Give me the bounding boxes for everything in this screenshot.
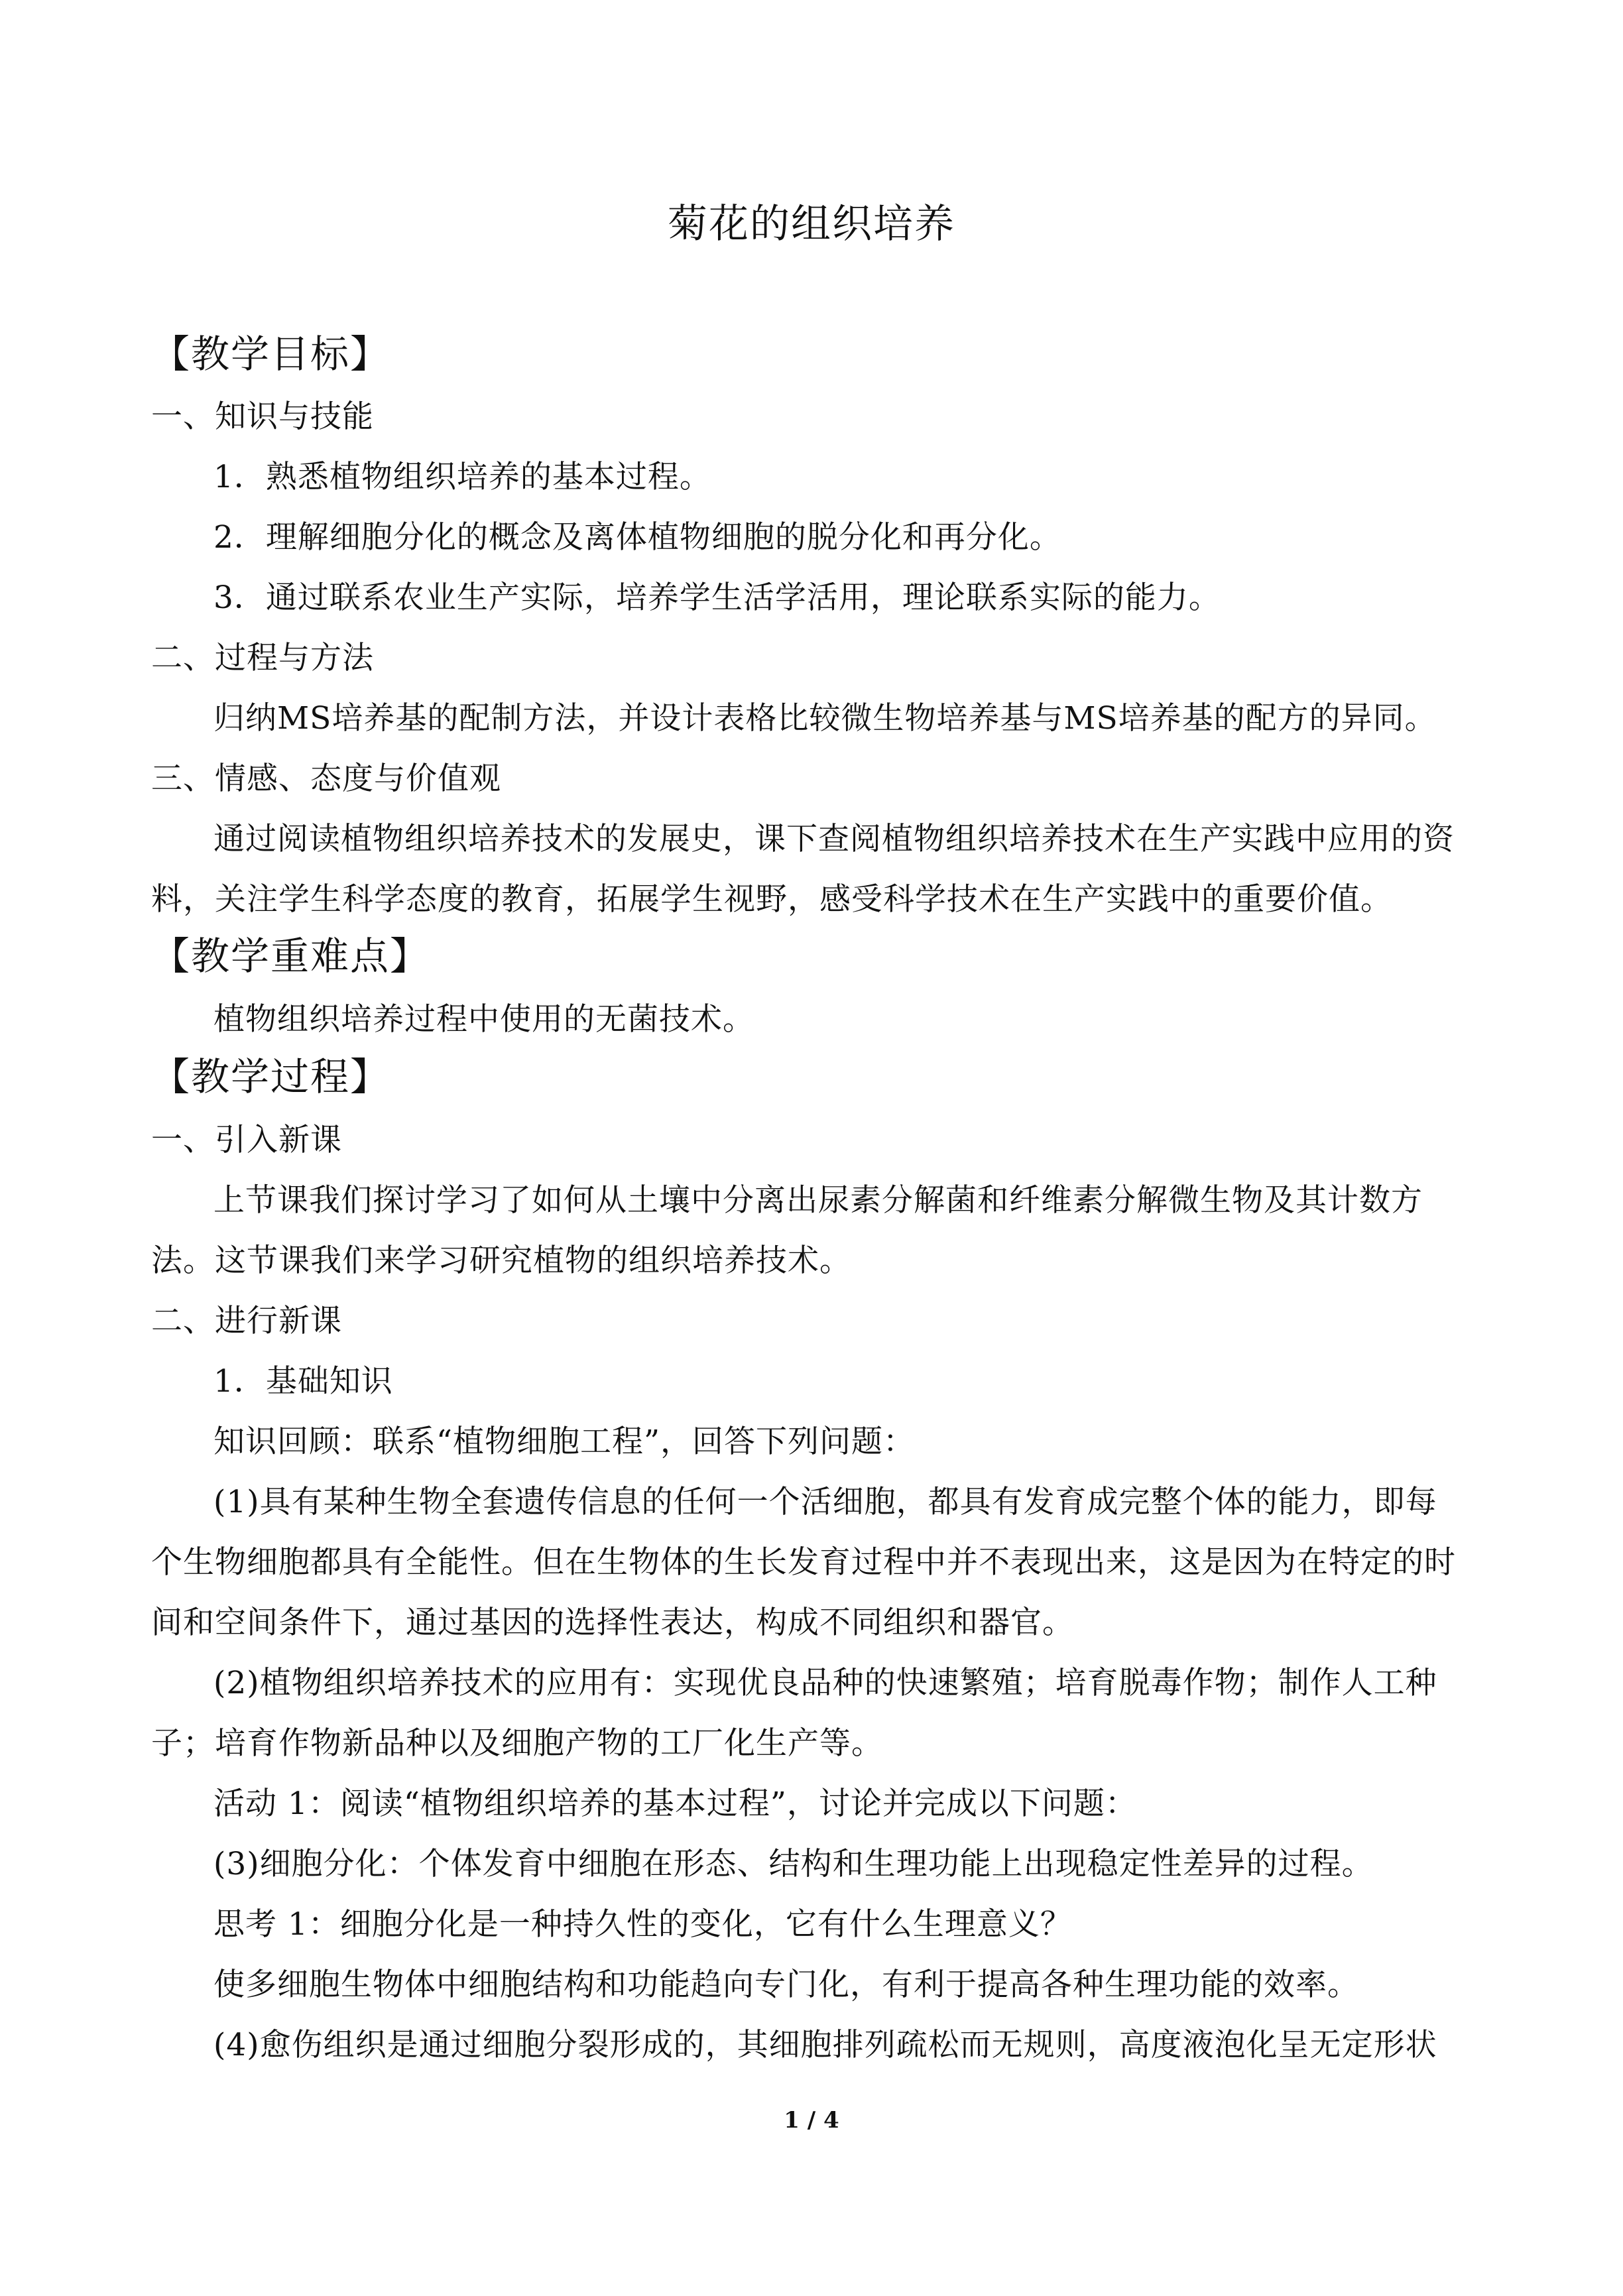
section-heading-key-points: 【教学重难点】: [151, 934, 430, 979]
heading-introduction: 一、引入新课: [151, 1122, 342, 1158]
intro-paragraph-line-1: 上节课我们探讨学习了如何从土壤中分离出尿素分解菌和纤维素分解微生物及其计数方: [213, 1182, 1423, 1219]
values-paragraph-line-2: 料，关注学生科学态度的教育，拓展学生视野，感受科学技术在生产实践中的重要价值。: [151, 881, 1392, 918]
question-1-line-2: 个生物细胞都具有全能性。但在生物体的生长发育过程中并不表现出来，这是因为在特定的时: [151, 1544, 1456, 1581]
method-paragraph: 归纳MS培养基的配制方法，并设计表格比较微生物培养基与MS培养基的配方的异同。: [213, 700, 1437, 737]
heading-knowledge-skills: 一、知识与技能: [151, 398, 374, 435]
key-points-paragraph: 植物组织培养过程中使用的无菌技术。: [213, 1001, 754, 1038]
subheading-basic-knowledge: 1．基础知识: [213, 1363, 393, 1400]
knowledge-review-prompt: 知识回顾：联系“植物细胞工程”，回答下列问题：: [213, 1423, 916, 1460]
objective-item-1: 1．熟悉植物组织培养的基本过程。: [213, 459, 711, 495]
section-heading-process: 【教学过程】: [151, 1054, 391, 1099]
think-1-answer: 使多细胞生物体中细胞结构和功能趋向专门化，有利于提高各种生理功能的效率。: [213, 1966, 1359, 2003]
question-2-line-1: (2)植物组织培养技术的应用有：实现优良品种的快速繁殖；培育脱毒作物；制作人工种: [213, 1665, 1437, 1701]
objective-item-2: 2．理解细胞分化的概念及离体植物细胞的脱分化和再分化。: [213, 519, 1061, 556]
question-4-line-1: (4)愈伤组织是通过细胞分裂形成的，其细胞排列疏松而无规则，高度液泡化呈无定形状: [213, 2027, 1437, 2063]
think-1-question: 思考 1：细胞分化是一种持久性的变化，它有什么生理意义？: [213, 1906, 1072, 1943]
heading-new-lesson: 二、进行新课: [151, 1303, 342, 1339]
section-heading-objectives: 【教学目标】: [151, 332, 391, 377]
document-title: 菊花的组织培养: [668, 201, 955, 247]
heading-emotion-values: 三、情感、态度与价值观: [151, 760, 501, 797]
values-paragraph-line-1: 通过阅读植物组织培养技术的发展史，课下查阅植物组织培养技术在生产实践中应用的资: [213, 821, 1455, 857]
question-1-line-3: 间和空间条件下，通过基因的选择性表达，构成不同组织和器官。: [151, 1604, 1074, 1641]
activity-1-prompt: 活动 1：阅读“植物组织培养的基本过程”，讨论并完成以下问题：: [213, 1785, 1137, 1822]
objective-item-3: 3．通过联系农业生产实际，培养学生活学活用，理论联系实际的能力。: [213, 579, 1221, 616]
page-number: 1 / 4: [784, 2107, 839, 2134]
question-1-line-1: (1)具有某种生物全套遗传信息的任何一个活细胞，都具有发育成完整个体的能力，即每: [213, 1484, 1437, 1520]
heading-process-method: 二、过程与方法: [151, 640, 374, 676]
question-2-line-2: 子；培育作物新品种以及细胞产物的工厂化生产等。: [151, 1725, 883, 1762]
intro-paragraph-line-2: 法。这节课我们来学习研究植物的组织培养技术。: [151, 1242, 851, 1279]
question-3: (3)细胞分化：个体发育中细胞在形态、结构和生理功能上出现稳定性差异的过程。: [213, 1846, 1374, 1882]
